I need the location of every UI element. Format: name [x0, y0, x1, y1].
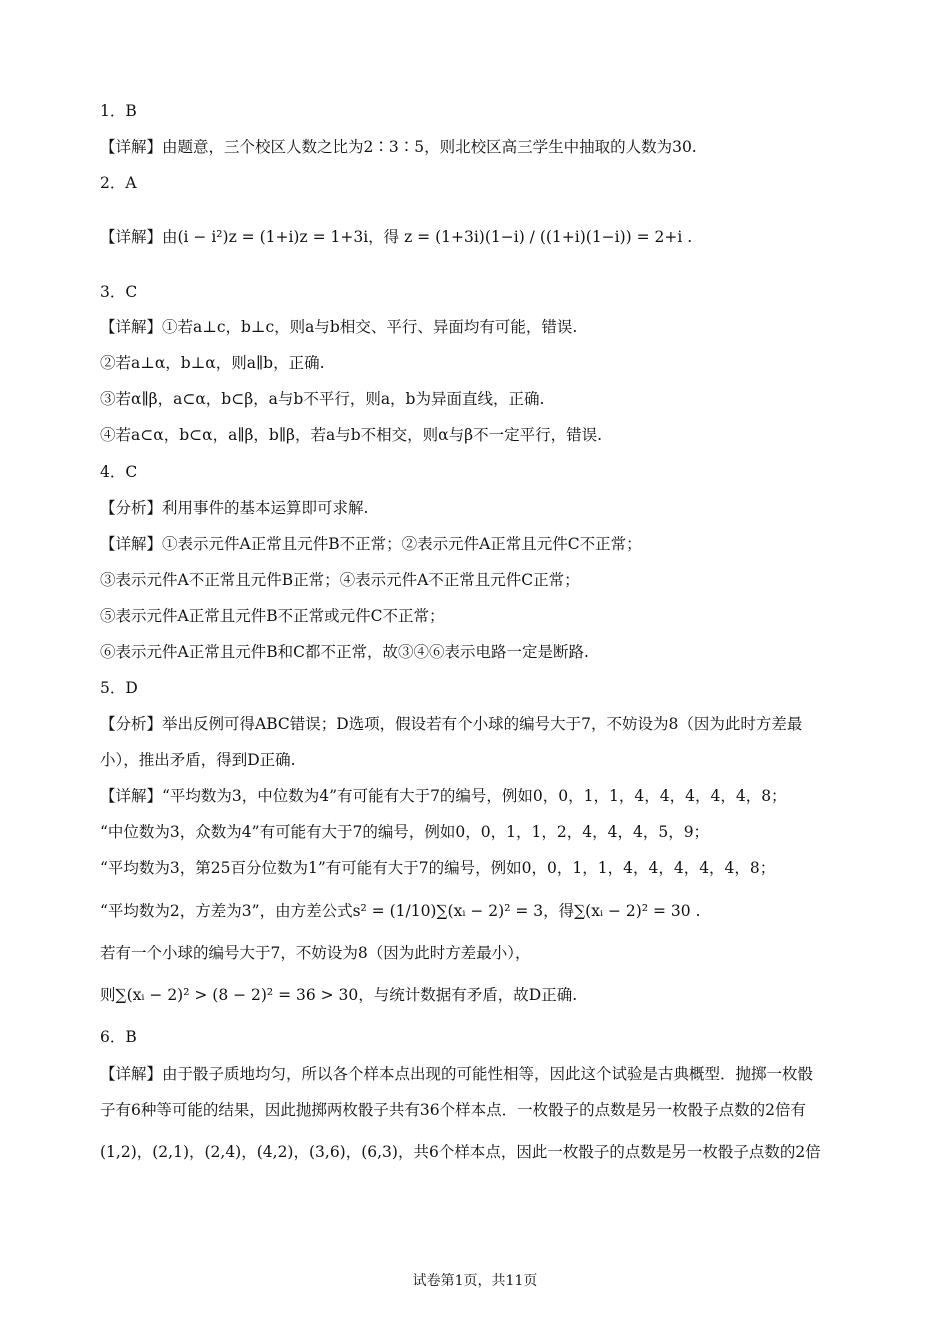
explanation-4-line-3: ⑤表示元件A正常且元件B不正常或元件C不正常； — [100, 607, 445, 625]
answer-3: 3．C — [100, 283, 138, 301]
explanation-3-item-1: 【详解】①若a⊥c，b⊥c，则a与b相交、平行、异面均有可能，错误. — [100, 318, 578, 336]
explanation-5-line-1: 【详解】“平均数为3，中位数为4”有可能有大于7的编号，例如0，0，1，1，4，4，4，4，4，8； — [100, 787, 787, 805]
explanation-5-formula: “平均数为2，方差为3”，由方差公式s² = (1/10)∑(xᵢ − 2)² = 3，得∑(xᵢ − 2)² = 30 . — [100, 902, 701, 920]
explanation-6-line-1: 【详解】由于骰子质地均匀，所以各个样本点出现的可能性相等，因此这个试验是古典概型．抛掷一枚骰 — [100, 1065, 814, 1083]
explanation-2: 【详解】由(i − i²)z = (1+i)z = 1+3i，得 z = (1+3i)(1−i) / ((1+i)(1−i)) = 2+i . — [100, 228, 693, 246]
explanation-1: 【详解】由题意，三个校区人数之比为2∶3∶5，则北校区高三学生中抽取的人数为30. — [100, 138, 697, 156]
explanation-5-line-2: “中位数为3，众数为4”有可能有大于7的编号，例如0，0，1，1，2，4，4，4，5，9； — [100, 823, 710, 841]
answer-4: 4．C — [100, 463, 138, 481]
explanation-3-item-4: ④若a⊂α，b⊂α，a∥β，b∥β，若a与b不相交，则α与β不一定平行，错误. — [100, 426, 602, 444]
explanation-3-item-2: ②若a⊥α，b⊥α，则a∥b，正确. — [100, 354, 325, 372]
answer-6: 6．B — [100, 1028, 137, 1046]
answer-2: 2．A — [100, 174, 137, 192]
explanation-3-item-3: ③若α∥β，a⊂α，b⊂β，a与b不平行，则a，b为异面直线，正确. — [100, 390, 545, 408]
analysis-5-line-2: 小），推出矛盾，得到D正确. — [100, 751, 296, 769]
answer-1: 1．B — [100, 102, 137, 120]
explanation-5-line-6: 则∑(xᵢ − 2)² > (8 − 2)² = 36 > 30，与统计数据有矛盾，故D正确. — [100, 986, 578, 1004]
analysis-5-line-1: 【分析】举出反例可得ABC错误；D选项，假设若有个小球的编号大于7，不妨设为8（因为此时方差最 — [100, 715, 803, 733]
explanation-5-line-3: “平均数为3，第25百分位数为1”有可能有大于7的编号，例如0，0，1，1，4，4，4，4，4，8； — [100, 859, 776, 877]
explanation-6-line-3: (1,2)，(2,1)，(2,4)，(4,2)，(3,6)，(6,3)，共6个样本点，因此一枚骰子的点数是另一枚骰子点数的2倍 — [100, 1143, 821, 1161]
answer-5: 5．D — [100, 679, 138, 697]
analysis-4: 【分析】利用事件的基本运算即可求解. — [100, 499, 369, 517]
explanation-4-line-4: ⑥表示元件A正常且元件B和C都不正常，故③④⑥表示电路一定是断路. — [100, 643, 589, 661]
explanation-5-line-5: 若有一个小球的编号大于7，不妨设为8（因为此时方差最小）， — [100, 944, 531, 962]
explanation-4-line-2: ③表示元件A不正常且元件B正常；④表示元件A不正常且元件C正常； — [100, 571, 580, 589]
explanation-4-line-1: 【详解】①表示元件A正常且元件B不正常；②表示元件A正常且元件C不正常； — [100, 535, 642, 553]
page-footer: 试卷第1页，共11页 — [412, 1273, 538, 1289]
explanation-6-line-2: 子有6种等可能的结果，因此抛掷两枚骰子共有36个样本点．一枚骰子的点数是另一枚骰子点数的2倍有 — [100, 1101, 806, 1119]
